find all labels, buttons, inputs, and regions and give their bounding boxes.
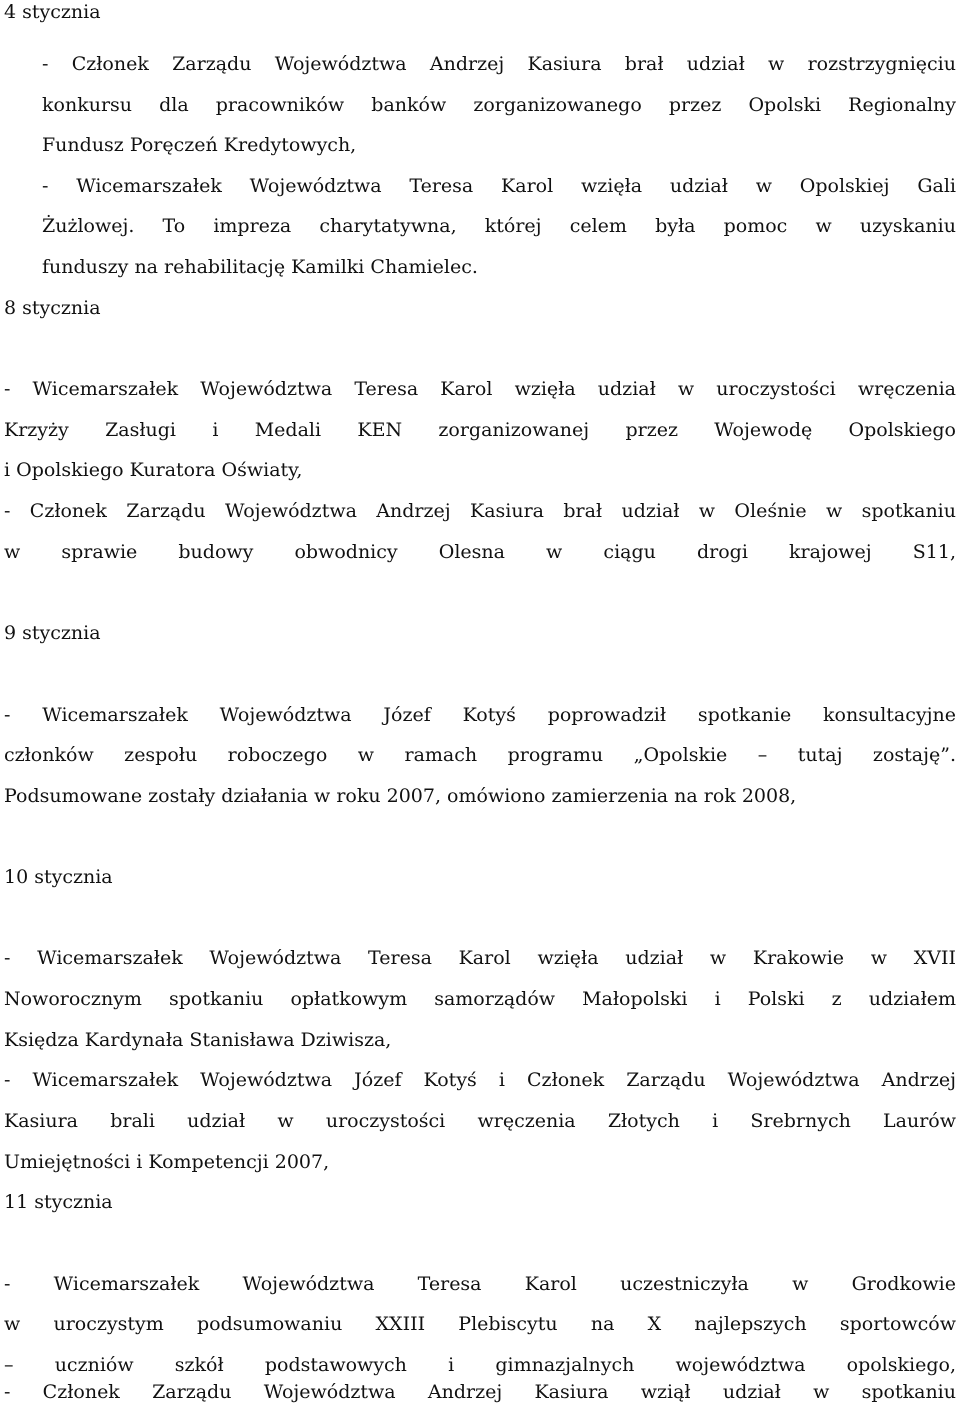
text-line: konkursu dla pracowników banków zorganizowanego przez Opolski Regionalny [42, 94, 956, 116]
date-heading-11-stycznia: 11 stycznia [4, 1191, 113, 1213]
text-line: w uroczystym podsumowaniu XXIII Plebiscytu na X najlepszych sportowców [4, 1313, 956, 1335]
text-line: i Opolskiego Kuratora Oświaty, [4, 459, 303, 481]
text-line: Księdza Kardynała Stanisława Dziwisza, [4, 1029, 392, 1051]
text-line: Kasiura brali udział w uroczystości wręczenia Złotych i Srebrnych Laurów [4, 1110, 956, 1132]
text-line: - Wicemarszałek Województwa Teresa Karol wzięła udział w Krakowie w XVII [4, 947, 956, 969]
text-line: Krzyży Zasługi i Medali KEN zorganizowanej przez Wojewodę Opolskiego [4, 419, 956, 441]
text-line: - Wicemarszałek Województwa Józef Kotyś i Członek Zarządu Województwa Andrzej [4, 1069, 956, 1091]
text-line: Umiejętności i Kompetencji 2007, [4, 1151, 330, 1173]
text-line: członków zespołu roboczego w ramach programu „Opolskie – tutaj zostaję”. [4, 744, 956, 766]
date-heading-8-stycznia: 8 stycznia [4, 297, 101, 319]
text-line: Podsumowane zostały działania w roku 2007, omówiono zamierzenia na rok 2008, [4, 785, 797, 807]
date-heading-4-stycznia: 4 stycznia [4, 1, 101, 23]
text-line: - Wicemarszałek Województwa Teresa Karol uczestniczyła w Grodkowie [4, 1273, 956, 1295]
text-line: w sprawie budowy obwodnicy Olesna w ciągu drogi krajowej S11, [4, 541, 956, 563]
text-line: - Członek Zarządu Województwa Andrzej Kasiura brał udział w Oleśnie w spotkaniu [4, 500, 956, 522]
text-line: funduszy na rehabilitację Kamilki Chamielec. [42, 256, 478, 278]
date-heading-9-stycznia: 9 stycznia [4, 622, 101, 644]
text-line: - Członek Zarządu Województwa Andrzej Kasiura wziął udział w spotkaniu [4, 1381, 956, 1403]
text-line: - Wicemarszałek Województwa Józef Kotyś poprowadził spotkanie konsultacyjne [4, 704, 956, 726]
text-line: - Członek Zarządu Województwa Andrzej Kasiura brał udział w rozstrzygnięciu [42, 53, 956, 75]
text-line: – uczniów szkół podstawowych i gimnazjalnych województwa opolskiego, [4, 1354, 956, 1376]
text-line: Noworocznym spotkaniu opłatkowym samorządów Małopolski i Polski z udziałem [4, 988, 956, 1010]
text-line: - Wicemarszałek Województwa Teresa Karol wzięła udział w uroczystości wręczenia [4, 378, 956, 400]
text-line: Fundusz Poręczeń Kredytowych, [42, 134, 357, 156]
date-heading-10-stycznia: 10 stycznia [4, 866, 113, 888]
text-line: Żużlowej. To impreza charytatywna, której celem była pomoc w uzyskaniu [42, 215, 956, 237]
text-line: - Wicemarszałek Województwa Teresa Karol wzięła udział w Opolskiej Gali [42, 175, 956, 197]
